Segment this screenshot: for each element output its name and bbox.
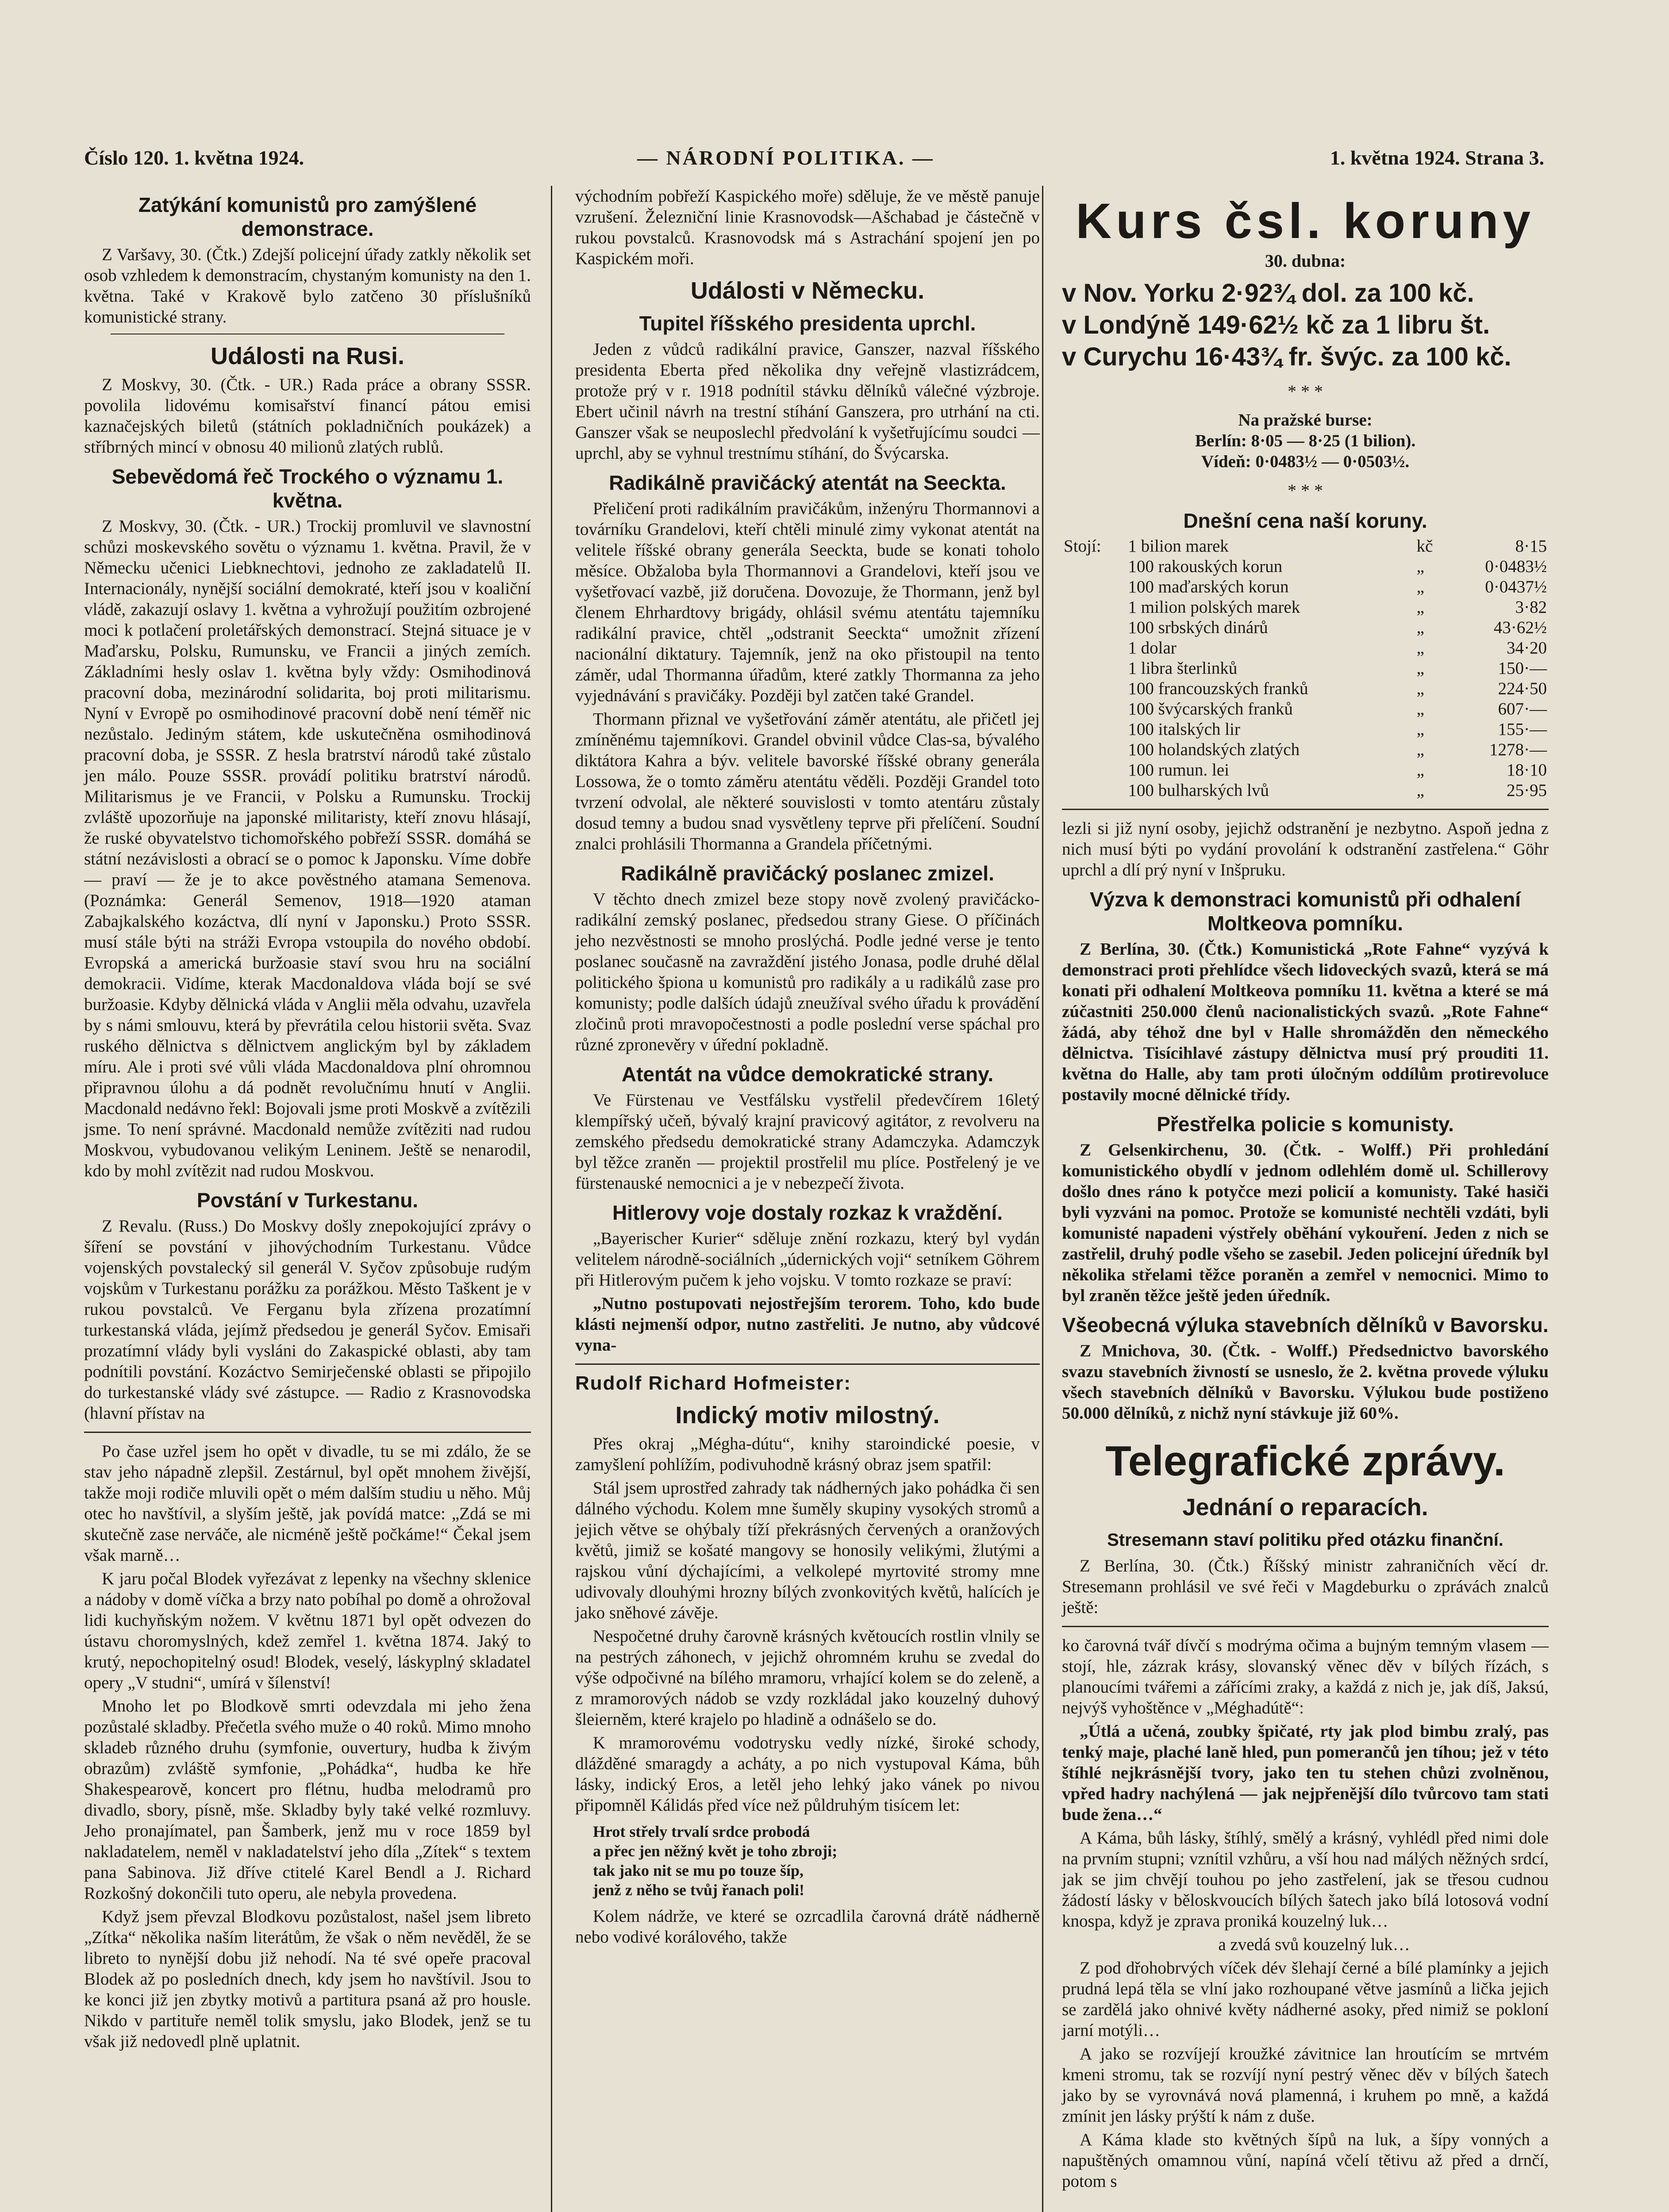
- headline-moltke: Výzva k demonstraci komunistů při odhalení Moltkeova pomníku.: [1090, 888, 1521, 935]
- article-turkestan: Z Revalu. (Russ.) Do Moskvy došly znepokojující zprávy o šíření se povstání v jihovýchodním Turkestanu. Vůdce vojenských povstalecký sil generál V. Syčov způsobuje rudým vojskům v Turkestanu porážku za porážkou. Město Taškent je v rukou povstalců. Ve Ferganu byla zřízena prozatímní turkestanská vláda, jejímž předsedou je generál Syčov. Emisaři prozatímní vlády byli vysláni do Zakaspické oblasti, aby tam podnítili povstání. Kozáctvo Semirječenské oblasti se připojilo do turkestanské vlády své zástupce. — Radio z Krasnovodska (hlavní přístav na: [84, 1217, 531, 1423]
- feuilleton-paragraph: Stál jsem uprostřed zahrady tak nádherných jako pohádka či sen dálného východu. Kolem mne šuměly skupiny vysokých stromů a jejich větve se ohýbaly tíží překrásných červených a oranžových květů, jimiž se košaté mangovy se honosily velikými, žlutými a rajskou vůní dýchajícími, a velkolepé myrtovité stromy mne udivovaly dlouhými hrozny bílých zvonkovitých květů, halících je jako sněhové závěje.: [575, 1479, 1040, 1622]
- burza-title: Na pražské burse:: [1238, 411, 1373, 430]
- rate-stoji: [1062, 577, 1126, 597]
- rate-unit: „: [1416, 557, 1424, 576]
- rate-row: [1062, 597, 1549, 618]
- column-divider: [1042, 186, 1043, 2212]
- exchange-line: v Londýně 149·62½ kč za 1 libru št.: [1062, 311, 1490, 339]
- headline-vudce: Atentát na vůdce demokratické strany.: [621, 1063, 994, 1086]
- rate-label: 100 francouzských franků: [1128, 679, 1308, 698]
- rate-row: [1062, 719, 1549, 740]
- rate-row: [1062, 699, 1549, 719]
- rate-stoji: [1062, 679, 1126, 699]
- exchange-title: Kurs čsl. koruny: [1076, 193, 1535, 249]
- rate-stoji: [1062, 740, 1126, 760]
- feuilleton-paragraph: Nespočetné druhy čarovně krásných květoucích rostlin vlnily se na pestrých záhonech, v jejichž ohromném kruhu se zvedal do výše odpočivné na bílého mramoru, vrhající kolem se do zeleně, a z mramorových nádob se vzdy rozkládal jako kouzelný duhový šleierněm, které krajelo po hladině a odnášelo se do.: [575, 1627, 1040, 1729]
- rate-value: 34·20: [1507, 638, 1547, 657]
- rate-row: [1062, 557, 1549, 577]
- rate-label: 100 bulharských lvů: [1128, 781, 1269, 800]
- rate-stoji: [1062, 719, 1126, 740]
- rate-stoji: [1062, 638, 1126, 658]
- feuilleton-paragraph: ko čarovná tvář dívčí s modrýma očima a bujným temným vlasem — stojí, hle, zázrak krásy, slovanský věnec děv v bílých řízách, s planoucími tvářemi a zářícími zraky, a každá z nich je, jak díš, Jaksú, nejvýš vyhoštěnce v „Méghadútě“:: [1062, 1636, 1549, 1717]
- rate-unit: „: [1416, 760, 1424, 780]
- rate-label: 1 milion polských marek: [1128, 598, 1300, 617]
- burza-berlin: Berlín: 8·05 — 8·25 (1 bilion).: [1195, 431, 1416, 450]
- article-arrests: Z Varšavy, 30. (Čtk.) Zdejší policejní úřady zatkly několik set osob vzhledem k demonstracím, chystaným komunisty na den 1. května. Také v Krakově bylo zatčeno 30 příslušníků komunistické strany.: [84, 245, 531, 326]
- ornament: * * *: [1288, 381, 1323, 401]
- feuilleton-paragraph: K mramorovému vodotrysku vedly nízké, široké schody, dlážděné smaragdy a acháty, a po nich vystupoval Káma, bůh lásky, indický Eros, a letěl jeho lehký jako vánek po nivou připomněl Kálidás před více než půldruhým tisícem let:: [575, 1733, 1040, 1815]
- poem-line: Hrot střely trvalí srdce probodá: [593, 1823, 810, 1840]
- headline-reparace: Jednání o reparacích.: [1182, 1494, 1428, 1521]
- rates-title: Dnešní cena naší koruny.: [1183, 509, 1427, 532]
- feuilleton-paragraph: Když jsem převzal Blodkovu pozůstalost, našel jsem libreto „Zítka“ několika naším literátům, že však o něm nevěděl, že se libreto to nynější dobu již nehodí. Na té své opeře pracoval Blodek až po posledních dnech, kdy jsem ho navštívil. Jsou to ke konci již jen zbytky motivů a partitura psaná až pro housle. Nikdo v partituře neměl tolik smyslu, jako Blodek, jenž se tu však již nedovedl plně uplatnit.: [84, 1907, 531, 2051]
- article-seeckt-2: Thormann přiznal ve vyšetřování záměr atentátu, ale přičetl jej zmíněnému tajemníkovi. Grandel obvinil vůdce Clas-sa, bývalého diktátora Kahra a býv. velitele bavorské říšské obrany generála Lossowa, že o tomto záměru atentátu věděli. Později Grandel toto tvrzení odvolal, ale některé souvislosti v tomto atentáru zůstaly dosud temny a budou snad vysvětleny teprve při přelíčení. Soudní znalci prohlásili Thormanna a Grandela příčetnými.: [575, 710, 1040, 853]
- article-trotsky: Z Moskvy, 30. (Čtk. - UR.) Trockij promluvil ve slavnostní schůzi moskevského sovětu o významu 1. května. Pravil, že v Německu učenici Liebknechtovi, jednoho ze zakladatelů II. Internacionály, nynější sociální demokraté, kteří jsou v koaliční vládě, zakazují oslavy 1. května a vyhrožují použitím ozbrojené moci k potlačení proletářských demonstrací. Stejná situace je v Maďarsku, Polsku, Rumunsku, ve Francii a jiných zemích. Základními hesly oslav 1. května byly vždy: Osmihodinová pracovní doba, mezinárodní solidarita, boj proti militarismu. Nyní v Evropě po osmihodinové pracovní době není téměř nic nezůstalo. Jediným státem, kde uskutečněna osmihodinová pracovní doba, je SSSR. Z hesla bratrství národů také zůstalo jen málo. Pouze SSSR. provádí politiku bratrství národů. Militarismus je ve Francii, v Polsku a Rumunsku. Trockij zvláště upozorňuje na japonské militaristy, kteří znovu hlásají, že ruské obyvatelstvo tichomořského pobřeží SSSR. domáhá se státní nezávislosti a obrací se o pomoc k Japonsku. Víme dobře — praví — že je to akce pověstného atamana Semenova. (Poznámka: Generál Semenov, 1918—1920 ataman Zabajkalského kozáctva, dlí nyní v Japonsku.) Proto SSSR. musí stále býti na stráži Evropa vstoupila do nového období. Evropská a americká buržoasie staví svou hru na sociální demokracii. Vidíme, kterak Macdonaldova vláda bojí se své buržoasie. Kdyby dělnická vláda v Anglii měla odvahu, uzavřela by s námi smlouvu, která by převrátila celou historii světa. Svaz ruského dělnictva s dělnictvem anglickým byl by základem míru. Ale i proti své vůli vláda Macdonaldova plní ohromnou připravnou úlohu a dá podnět revolučnímu hnutí v Anglii. Macdonald nedávno řekl: Bojovali jsme proti Moskvě a zvítězili jsme. To není správné. Macdonald nemůže zvítěziti nad rudou Moskvou, vybudovanou velikým Leninem. Ještě se nenarodil, kdo by mohl zvítězit nad rudou Moskvou.: [84, 517, 531, 1180]
- rate-stoji: [1062, 597, 1126, 618]
- headline-poslanec: Radikálně pravičácký poslanec zmizel.: [621, 862, 994, 885]
- rate-unit: „: [1416, 781, 1424, 800]
- feuilleton-author: Rudolf Richard Hofmeister:: [575, 1372, 852, 1394]
- article-vyluka: Z Mnichova, 30. (Čtk. - Wolff.) Předsednictvo bavorského svazu stavebních živností se usneslo, že 2. května provede výluku všech stavebních dělníků v Bavorsku. Výlukou bude postiženo 50.000 dělníků, z nichž nyní stávkuje již 60%.: [1062, 1341, 1549, 1423]
- feuilleton-divider: [575, 1363, 1040, 1365]
- rate-label: 100 srbských dinárů: [1128, 618, 1268, 637]
- poem: [593, 1822, 1022, 1900]
- rate-label: 1 bilion marek: [1128, 537, 1229, 556]
- rate-row: [1062, 577, 1549, 597]
- rate-stoji: Stojí:: [1064, 537, 1101, 556]
- rate-label: 100 rumun. lei: [1128, 760, 1229, 780]
- rate-label: 1 dolar: [1128, 638, 1177, 657]
- article-stresemann: Z Berlína, 30. (Čtk.) Říšský ministr zahraničních věcí dr. Stresemann prohlásil ve své řeči v Magdeburku o zprávách znalců ještě:: [1062, 1556, 1549, 1617]
- feuilleton-paragraph: Mnoho let po Blodkově smrti odevzdala mi jeho žena pozůstalé skladby. Přečetla svého muže o 40 roků. Mimo mnoho skladeb různého druhu (symfonie, ouvertury, hudba k živým obrazům) zvláště symfonie, „Pohádka“, hudba ke hře Shakespearově, koncert pro flétnu, hudba melodramů pro divadlo, sbory, písně, mše. Skladby byly také velké rozmluvy. Jeho pronajímatel, pan Šamberk, jenž mu v roce 1859 byl nakladatelem, neměl v nakladatelství jeho díla „Zítek“ s textem pana Sabinova. Již dříve ctitelé Karel Bendl a J. Richard Rozkošný dokončili tuto operu, ale nebyla provedena.: [84, 1697, 531, 1903]
- rate-unit: „: [1416, 720, 1424, 739]
- rate-unit: „: [1416, 699, 1424, 718]
- article-hitler: „Bayerischer Kurier“ sděluje znění rozkazu, který byl vydán velitelem národně-sociálních „údernických voji“ setníkem Göhrem při Hitlerovým pučem k jeho vojsku. V tomto rozkaze se praví:: [575, 1229, 1040, 1290]
- feuilleton-paragraph: Přes okraj „Mégha-dútu“, knihy staroindické poesie, v zamyšlení pohlížím, podivuhodně krásný obraz jsem spatřil:: [575, 1434, 1040, 1474]
- headline-stresemann: Stresemann staví politiku před otázku finanční.: [1107, 1530, 1504, 1550]
- article-moltke: Z Berlína, 30. (Čtk.) Komunistická „Rote Fahne“ vyzývá k demonstraci proti přehlídce všech lidoveckých svazů, která se má konati při odhalení Moltkeova pomníku 11. května a které se má zúčastniti 250.000 členů nacionalistických svazů. „Rote Fahne“ žádá, aby téhož dne byl v Halle shromážděn den německého dělnictva. Tisícihlavé zástupy dělnictva musí prý prouditi 11. května do Halle, aby tam proti úločným oddílům protirevoluce postavily mocné dělnické třídy.: [1062, 940, 1549, 1104]
- feuilleton-paragraph: Po čase uzřel jsem ho opět v divadle, tu se mi zdálo, že se stav jeho nápadně zlepšil. Zestárnul, byl opět mnohem živější, takže moji rodiče mluvili opět o mém dalším studiu u něho. Můj otec ho navštívil, a slyším ještě, jak povídá matce: „Zdá se mi skutečně zase nerváče, ale nicméně ještě počkáme!“ Čekal jsem však marně…: [84, 1442, 531, 1565]
- rate-row: [1062, 780, 1549, 801]
- rate-stoji: [1062, 780, 1126, 801]
- rate-row: [1062, 760, 1549, 780]
- feuilleton-paragraph: A jako se rozvíjejí kroužké závitnice lan hroutícím se mrtvém kmeni stromu, tak se rozvíjí nyní pestrý věnec děv v bílých šatech jako by se vyrovnává nová plamenná, i kruhem po mně, a každá zmínit jen lásky prýští k nám z duše.: [1062, 2044, 1549, 2126]
- rate-value: 18·10: [1507, 760, 1547, 780]
- headline-tupitel: Tupitel říšského presidenta uprchl.: [639, 312, 976, 335]
- rate-value: 3·82: [1515, 598, 1547, 617]
- feuilleton-paragraph: A Káma klade sto květných šípů na luk, a šípy vonných a napuštěných omamnou vůní, napíná včelí tětivu až před a drnčí, potom s: [1062, 2130, 1549, 2191]
- rate-unit: „: [1416, 638, 1424, 657]
- rate-value: 224·50: [1498, 679, 1547, 698]
- rate-unit: „: [1416, 659, 1424, 678]
- poem-line: tak jako nit se mu po touze šíp,: [593, 1862, 804, 1879]
- rate-stoji: [1062, 618, 1126, 638]
- rate-value: 607·—: [1498, 699, 1547, 718]
- rate-value: 43·62½: [1493, 618, 1547, 637]
- rate-value: 0·0483½: [1485, 557, 1547, 576]
- feuilleton-quote: „Útlá a učená, zoubky špičaté, rty jak plod bimbu zralý, pas tenký maje, plaché laně hled, pun pomerančů jen tíhou; jež v této štíhlé nejkrásnější tvory, jako ten tu stehen chůzi zvolněnou, vpřed hadry nachýlená — jak nejpřenější dílo tvůrcovo tam stati bude žena…“: [1062, 1722, 1549, 1824]
- article-vudce: Ve Fürstenau ve Vestfálsku vystřelil předevčírem 16letý klempířský učeň, bývalý krajní pravicový agitátor, z revolveru na zemského předsedu demokratické strany Adamczyka. Adamczyk byl těžce zraněn — projektil prostřelil mu plíce. Postřelený je ve fürstenauské nemocnici a je v nebezpečí života.: [575, 1091, 1040, 1193]
- headline-russia: Události na Rusi.: [210, 343, 405, 369]
- exchange-line: v Curychu 16·43¾ fr. švýc. za 100 kč.: [1062, 342, 1511, 371]
- headline-trotsky: Sebevědomá řeč Trockého o významu 1. května.: [112, 465, 504, 512]
- article-tupitel: Jeden z vůdců radikální pravice, Ganszer, nazval říšského presidenta Eberta před několika dny veřejně vlastizrádcem, protože prý v r. 1918 podnítil stávku dělníků válečné výzbroje. Ebert učinil návrh na trestní stíhání Ganszera, pro utrhání na cti. Ganszer však se neuposlechl předvolání k vyšetřujícímu soudci — uprchl, aby se vyhnul trestnímu stíhání, do Švýcarska.: [575, 340, 1040, 463]
- issue-number: Číslo 120. 1. května 1924.: [84, 146, 304, 169]
- rate-stoji: [1062, 557, 1126, 577]
- rate-unit: kč: [1416, 537, 1433, 556]
- article-hitler-continued: lezli si již nyní osoby, jejichž odstranění je nezbytno. Aspoň jedna z nich musí býti po vydání provolání k odstranění zastřelena.“ Göhr uprchl a dlí prý nyní v Inšpruku.: [1062, 819, 1549, 879]
- masthead: — NÁRODNÍ POLITIKA. —: [637, 146, 934, 169]
- ornament: * * *: [1288, 480, 1323, 500]
- rate-row: [1062, 740, 1549, 760]
- rate-unit: „: [1416, 618, 1424, 637]
- feuilleton-title: Indický motiv milostný.: [675, 1402, 940, 1429]
- article-turkestan-continued: východním pobřeží Kaspického moře) sděluje, že ve městě panuje vzrušení. Železniční linie Krasnovodsk—Ašchabad je částečně v rukou povstalců. Krasnovodsk má s Astrachání spojení jen po Kaspickém moři.: [575, 187, 1040, 268]
- page-number: 1. května 1924. Strana 3.: [1330, 146, 1544, 169]
- headline-vyluka: Všeobecná výluka stavebních dělníků v Bavorsku.: [1062, 1313, 1549, 1336]
- article-poslanec: V těchto dnech zmizel beze stopy nově zvolený pravičácko-radikální zemský poslanec, předsedou strany Giese. O příčinách jeho nezvěstnosti se mnoho proslýchá. Podle jedné verse je tento poslanec současně na zavraždění jistého Jonasa, podle druhé dělal politického špiona u komunistů pro radikály a u radikálů zase pro komunisty; podle dalších údajů zneužíval svého úřadu k provádění zločinů proti mravopočestnosti a podle poslední verse spáchal pro různé zpronevěry v úřední pokladně.: [575, 890, 1040, 1054]
- article-policie: Z Gelsenkirchenu, 30. (Čtk. - Wolff.) Při prohledání komunistického obydlí v jednom odlehlém domě ul. Schillerovy došlo dnes ráno k potyčce mezi policií a komunisty. Také hasiči byli vyzváni na pomoc. Protože se komunisté nechtěli vzdáti, byli komunisté napadeni výstřely oběhání vykouření. Jeden z nich se zastřelil, druhý podle všeho se zasebil. Jeden policejní úředník byl několika střelami těžce poraněn a zemřel v nemocnici. Mimo to byl zraněn těžce ještě jeden úředník.: [1062, 1141, 1549, 1305]
- exchange-date: 30. dubna:: [1265, 251, 1346, 271]
- article-hitler-quote: „Nutno postupovati nejostřejším terorem. Toho, kdo bude klásti nejmenší odpor, nutno zastřeliti. Je nutno, aby vůdcové vyna-: [575, 1294, 1040, 1355]
- column-2: [575, 186, 1040, 1950]
- rate-value: 1278·—: [1489, 740, 1547, 759]
- poem-line: a přec jen něžný květ je toho zbroji;: [593, 1842, 838, 1860]
- rate-label: 100 maďarských korun: [1128, 577, 1289, 596]
- feuilleton-paragraph: Kolem nádrže, ve které se ozrcadlila čarovná drátě nádherně nebo vodivé korálového, takže: [575, 1907, 1040, 1947]
- feuilleton-divider: [1062, 1626, 1549, 1627]
- exchange-line: v Nov. Yorku 2·92¾ dol. za 100 kč.: [1062, 279, 1474, 307]
- divider: [1062, 809, 1549, 810]
- headline-turkestan: Povstání v Turkestanu.: [196, 1189, 419, 1212]
- rate-row: [1062, 618, 1549, 638]
- column-divider: [551, 186, 552, 2212]
- rate-value: 155·—: [1498, 720, 1547, 739]
- headline-telegraf: Telegrafické zprávy.: [1105, 1437, 1505, 1485]
- rate-value: 25·95: [1507, 781, 1547, 800]
- feuilleton-divider: [84, 1432, 531, 1433]
- rate-label: 100 švýcarských franků: [1128, 699, 1293, 718]
- rate-row: [1062, 658, 1549, 679]
- rate-label: 100 holandských zlatých: [1128, 740, 1300, 759]
- page-header: [84, 146, 1544, 181]
- headline-arrests: Zatýkání komunistů pro zamýšlené demonstrace.: [138, 193, 477, 240]
- column-3: [1062, 186, 1549, 2194]
- article-seeckt: Přeličení proti radikálním pravičákům, inženýru Thormannovi a továrníku Grandelovi, kteří chtěli minulé zimy vykonat atentát na velitele říšské obrany generála Seeckta, bude se konati toholo měsíce. Obžaloba byla Thormannovi a Grandelovi, kteří jsou ve vyšetřovací vazbě, již doručena. Dovozuje, že Thormann, jenž byl členem Ehrhardtovy brigády, ohlásil svému atentátu tajemníku radikální pravice, chtěl „odstranit Seeckta“ umožnit zřízení nacionální diktatury. Tajemník, jenž na oko přistoupil na tento záměr, udal Thormanna úřadům, které zatkly Thormanna za jeho vyjednávání s pravičáky. Později byl zatčen také Grandel.: [575, 499, 1040, 705]
- column-1: [84, 186, 531, 2055]
- article-russia: Z Moskvy, 30. (Čtk. - UR.) Rada práce a obrany SSSR. povolila lidovému komisařství financí pátou emisi kaznačejských biletů (státních pokladničních poukázek) a stříbrných mincí v obnosu 40 milionů zlatých rublů.: [84, 375, 531, 457]
- rate-stoji: [1062, 658, 1126, 679]
- burza-viden: Vídeň: 0·0483½ — 0·0503½.: [1201, 452, 1410, 471]
- rate-stoji: [1062, 699, 1126, 719]
- rates-table: [1062, 536, 1549, 801]
- rate-label: 100 italských lir: [1128, 720, 1240, 739]
- poem-line: jenž z něho se tvůj řanach poli!: [593, 1881, 804, 1899]
- headline-hitler: Hitlerovy voje dostaly rozkaz k vraždění.: [612, 1201, 1003, 1224]
- rate-label: 1 libra šterlinků: [1128, 659, 1238, 678]
- rate-value: 8·15: [1515, 537, 1547, 556]
- feuilleton-paragraph: K jaru počal Blodek vyřezávat z lepenky na všechny sklenice a nádoby v domě víčka a brzy nato pobíhal po domě a ohrožoval lidi kuchyňským nožem. V květnu 1871 byl opět odvezen do ústavu choromyslných, kdež zemřel 1. května 1874. Jaký to krutý, nepochopitelný osud! Blodek, veselý, láskyplný skladatel opery „V studni“, umírá v šílenství!: [84, 1569, 531, 1692]
- headline-seeckt: Radikálně pravičácký atentát na Seeckta.: [609, 471, 1006, 494]
- rate-row: [1062, 679, 1549, 699]
- rate-stoji: [1062, 760, 1126, 780]
- rate-label: 100 rakouských korun: [1128, 557, 1283, 576]
- feuilleton-paragraph: Z pod dřohobrvých víček dév šlehají černé a bílé plamínky a jejich prudná lepá těla se vlní jako rozhoupané větve jasmínů a lička jejich se zardělá jako ohnivé květy nádherné asoky, před nimiž se pokloní jarní motýli…: [1062, 1959, 1549, 2040]
- rate-row: [1062, 638, 1549, 658]
- rate-unit: „: [1416, 679, 1424, 698]
- rate-value: 0·0437½: [1485, 577, 1547, 596]
- rate-unit: „: [1416, 577, 1424, 596]
- feuilleton-paragraph: a zvedá svů kouzelný luk…: [1218, 1935, 1410, 1954]
- rate-unit: „: [1416, 598, 1424, 617]
- headline-policie: Přestřelka policie s komunisty.: [1157, 1113, 1454, 1136]
- feuilleton-paragraph: A Káma, bůh lásky, štíhlý, smělý a krásný, vyhlédl před nimi dole na prvním stupni; vznítil vzhůru, a vší hou nad málých něžných srdcí, jak se jim chvějí touhou po jeho zastřelení, jak se třesou cudnou žádostí lásky v běloskvoucích bílých šatech jako bílá lotosová vodní knospa, když je zprava proniká kouzelný luk…: [1062, 1828, 1549, 1931]
- rate-unit: „: [1416, 740, 1424, 759]
- rate-row: [1062, 536, 1549, 557]
- rate-value: 150·—: [1498, 659, 1547, 678]
- headline-germany: Události v Německu.: [690, 277, 925, 304]
